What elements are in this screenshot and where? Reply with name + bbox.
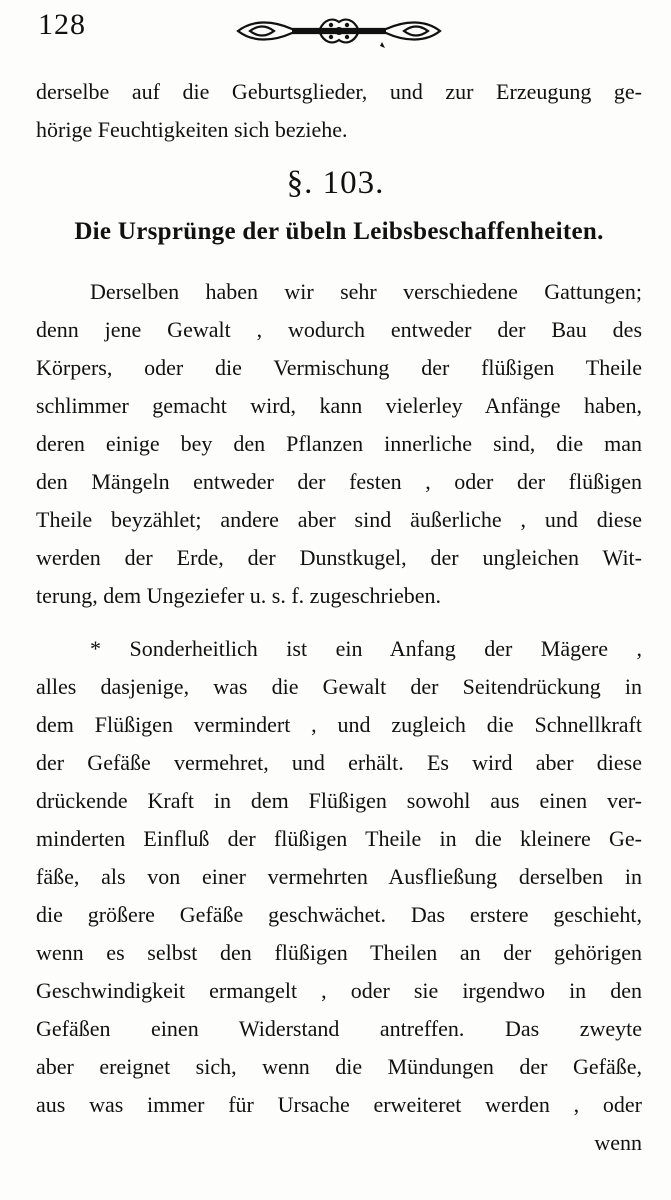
paragraph-line: deren einige bey den Pflanzen innerliche sind, die man bbox=[36, 431, 642, 456]
paragraph-1 bbox=[36, 273, 642, 615]
section-number: §. 103. bbox=[286, 165, 385, 201]
paragraph-line: fäße, als von einer vermehrten Ausfließung derselben in bbox=[36, 864, 642, 889]
paragraph-line: * Sonderheitlich ist ein Anfang der Mägere , bbox=[90, 636, 642, 661]
paragraph-line: Gefäßen einen Widerstand antreffen. Das zweyte bbox=[36, 1016, 642, 1041]
paragraph-line: Geschwindigkeit ermangelt , oder sie irgendwo in den bbox=[36, 978, 642, 1003]
paragraph-line: alles dasjenige, was die Gewalt der Seitendrückung in bbox=[36, 674, 642, 699]
paragraph-line: schlimmer gemacht wird, kann vielerley Anfänge haben, bbox=[36, 393, 642, 418]
catchword: wenn bbox=[594, 1130, 642, 1155]
section-title: Die Ursprünge der übeln Leibsbeschaffenheiten. bbox=[74, 218, 604, 245]
paragraph-line: werden der Erde, der Dunstkugel, der ungleichen Wit- bbox=[36, 545, 642, 570]
page-number: 128 bbox=[38, 8, 86, 41]
paragraph-line: Theile beyzählet; andere aber sind äußerliche , und diese bbox=[36, 507, 642, 532]
decorative-vine-ornament-icon bbox=[232, 12, 446, 50]
paragraph-line: dem Flüßigen vermindert , und zugleich die Schnellkraft bbox=[36, 712, 642, 737]
paragraph-line: denn jene Gewalt , wodurch entweder der Bau des bbox=[36, 317, 642, 342]
paragraph-line: der Gefäße vermehret, und erhält. Es wird aber diese bbox=[36, 750, 642, 775]
paragraph-line: terung, dem Ungeziefer u. s. f. zugeschrieben. bbox=[36, 583, 442, 608]
paragraph-line: aus was immer für Ursache erweiteret werden , oder bbox=[36, 1092, 642, 1117]
paragraph-2 bbox=[36, 630, 642, 1162]
intro-line: hörige Feuchtigkeiten sich beziehe. bbox=[36, 117, 348, 142]
paragraph-line: Körpers, oder die Vermischung der flüßigen Theile bbox=[36, 355, 642, 380]
intro-text bbox=[36, 73, 642, 149]
paragraph-line: drückende Kraft in dem Flüßigen sowohl aus einen ver- bbox=[36, 788, 642, 813]
paragraph-line: Derselben haben wir sehr verschiedene Gattungen; bbox=[90, 279, 642, 304]
paragraph-line: die größere Gefäße geschwächet. Das erstere geschieht, bbox=[36, 902, 642, 927]
paragraph-line: aber ereignet sich, wenn die Mündungen der Gefäße, bbox=[36, 1054, 642, 1079]
paragraph-line: wenn es selbst den flüßigen Theilen an der gehörigen bbox=[36, 940, 642, 965]
paragraph-line: minderten Einfluß der flüßigen Theile in die kleinere Ge- bbox=[36, 826, 642, 851]
paragraph-line: den Mängeln entweder der festen , oder der flüßigen bbox=[36, 469, 642, 494]
intro-line: derselbe auf die Geburtsglieder, und zur Erzeugung ge- bbox=[36, 79, 642, 104]
